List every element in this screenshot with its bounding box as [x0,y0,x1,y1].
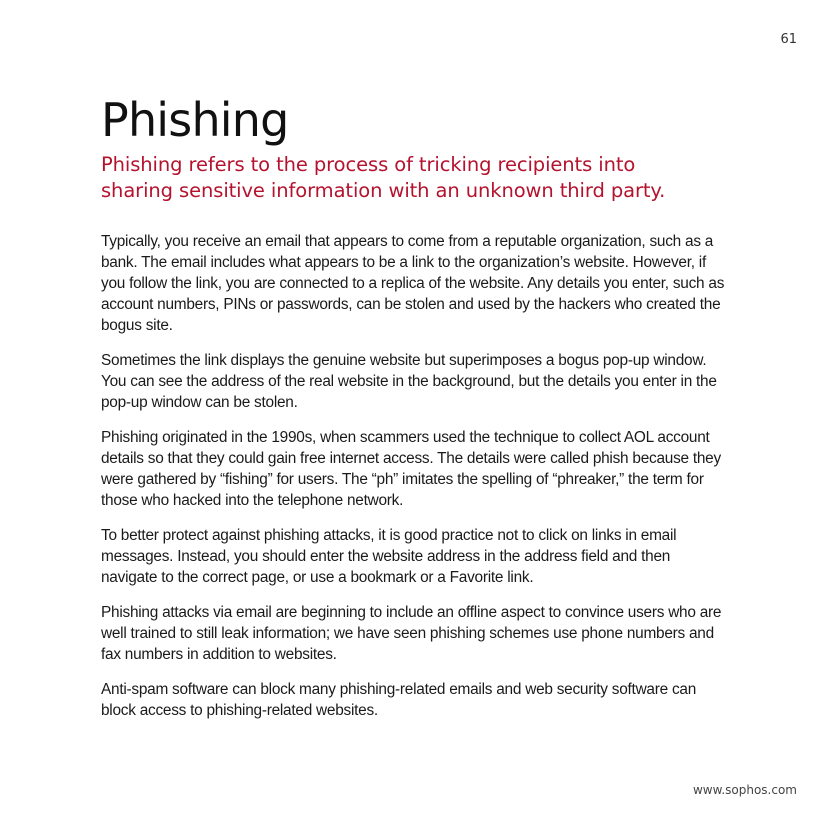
footer-url: www.sophos.com [692,783,797,797]
article [101,90,729,735]
paragraph: To better protect against phishing attacks, it is good practice not to click on links in email messages. Instead, you should enter the website address in the address field and then navigate to the correct page, or use a bookmark or a Favorite link. [101,527,677,586]
paragraph: Phishing attacks via email are beginning to include an offline aspect to convince users who are well trained to still leak information; we have seen phishing schemes use phone numbers and fax numbers in addition to websites. [101,604,722,663]
article-subtitle: Phishing refers to the process of tricking recipients into sharing sensitive information with an unknown third party. [101,153,666,202]
page-number: 61 [780,32,797,47]
page-title: Phishing [101,93,289,147]
paragraph: Typically, you receive an email that appears to come from a reputable organization, such as a bank. The email includes what appears to be a link to the organization’s website. However, if you follow the link, you are connected to a replica of the website. Any details you enter, such as account numbers, PINs or passwords, can be stolen and used by the hackers who created the bogus site. [101,233,725,334]
article-body [101,231,729,721]
paragraph: Anti-spam software can block many phishing-related emails and web security software can block access to phishing-related websites. [101,681,697,719]
paragraph: Sometimes the link displays the genuine website but superimposes a bogus pop-up window. You can see the address of the real website in the background, but the details you enter in the pop-up window can be stolen. [101,352,717,411]
paragraph: Phishing originated in the 1990s, when scammers used the technique to collect AOL account details so that they could gain free internet access. The details were called phish because they were gathered by “fishing” for users. The “ph” imitates the spelling of “phreaker,” the term for those who hacked into the telephone network. [101,429,721,509]
